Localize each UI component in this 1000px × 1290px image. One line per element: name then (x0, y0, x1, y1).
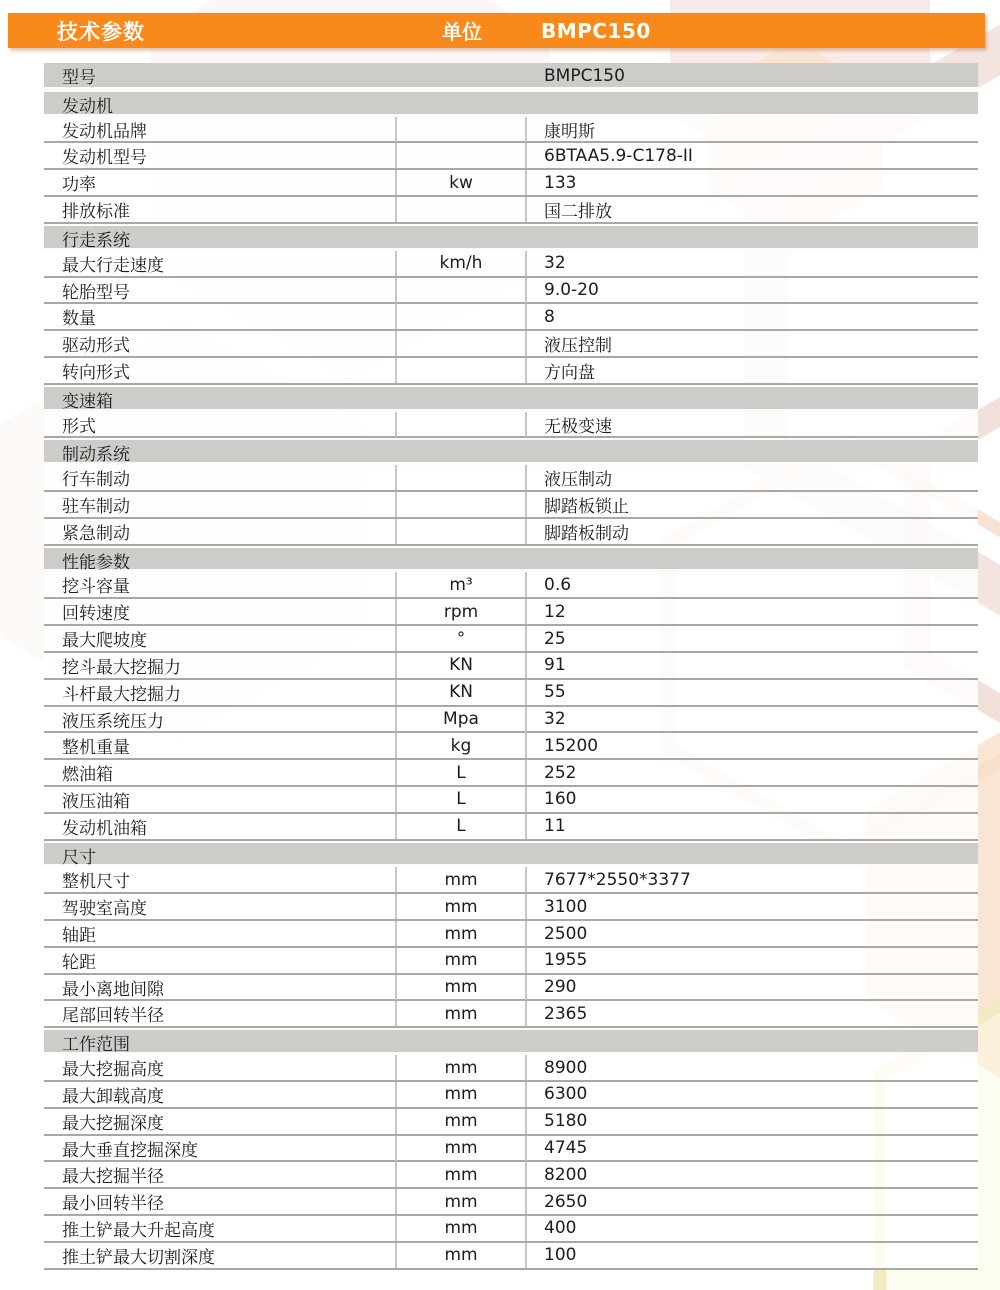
param-unit: KN (397, 680, 527, 705)
spec-row (44, 465, 978, 492)
param-unit (397, 143, 527, 168)
param-value: 无极变速 (544, 416, 612, 437)
section-label: 性能参数 (62, 552, 130, 573)
spec-row (44, 251, 978, 278)
param-unit: L (397, 787, 527, 812)
section-row (44, 841, 978, 868)
spec-row (44, 760, 978, 787)
param-value: 91 (544, 655, 566, 676)
param-unit: mm (397, 1243, 527, 1268)
param-label: 型号 (62, 68, 96, 88)
param-unit (397, 304, 527, 329)
param-value: 脚踏板制动 (544, 523, 629, 544)
spec-row (44, 197, 978, 224)
spec-row (44, 894, 978, 921)
param-value: 液压控制 (544, 336, 612, 357)
param-value: 160 (544, 789, 577, 810)
spec-row (44, 1216, 978, 1243)
param-label: 挖斗容量 (44, 572, 397, 597)
param-unit (397, 197, 527, 222)
param-unit: mm (397, 1136, 527, 1161)
section-label: 制动系统 (62, 445, 130, 466)
spec-row (44, 787, 978, 814)
param-unit (397, 412, 527, 437)
spec-row (44, 170, 978, 197)
param-value: 32 (544, 709, 566, 729)
spec-row (44, 492, 978, 519)
param-unit: KN (397, 653, 527, 678)
param-label: 最小离地间隙 (44, 975, 397, 1000)
section-label: 行走系统 (62, 230, 130, 251)
param-label: 最大挖掘高度 (44, 1055, 397, 1080)
param-label: 数量 (44, 304, 397, 329)
spec-row (44, 331, 978, 358)
param-value: 32 (544, 253, 566, 274)
param-value: 12 (544, 601, 566, 622)
spec-row (44, 1001, 978, 1028)
spec-row (44, 867, 978, 894)
spec-row (44, 412, 978, 439)
param-value: 2365 (544, 1003, 588, 1024)
spec-row (44, 1136, 978, 1163)
param-value: 8 (544, 306, 555, 327)
param-unit: ° (397, 626, 527, 651)
spec-row (44, 1162, 978, 1189)
spec-row (44, 1055, 978, 1082)
param-value: 康明斯 (544, 121, 595, 142)
param-label: 发动机型号 (44, 143, 397, 168)
param-value: 6300 (544, 1084, 588, 1105)
spec-row (44, 304, 978, 331)
spec-row (44, 921, 978, 948)
param-unit: kg (397, 733, 527, 758)
param-label: 发动机油箱 (44, 814, 397, 839)
section-row (44, 546, 978, 573)
param-value: 290 (544, 977, 577, 998)
spec-row (44, 599, 978, 626)
param-unit: mm (397, 1162, 527, 1187)
param-unit: m³ (397, 572, 527, 597)
param-value: 6BTAA5.9-C178-II (544, 145, 693, 166)
param-unit (397, 358, 527, 383)
param-label: 最大挖掘深度 (44, 1109, 397, 1134)
param-label: 整机尺寸 (44, 867, 397, 892)
param-unit (397, 117, 527, 142)
param-label: 液压系统压力 (44, 707, 397, 732)
param-label: 转向形式 (44, 358, 397, 383)
section-row (44, 90, 978, 117)
spec-row (44, 143, 978, 170)
spec-row (44, 707, 978, 734)
param-label: 燃油箱 (44, 760, 397, 785)
param-unit: mm (397, 1082, 527, 1107)
param-value: 7677*2550*3377 (544, 869, 691, 890)
param-value: 4745 (544, 1138, 588, 1158)
param-value: 2500 (544, 923, 588, 944)
param-unit: mm (397, 948, 527, 973)
param-label: 形式 (44, 412, 397, 437)
param-value: 国二排放 (544, 202, 612, 223)
param-value: 液压制动 (544, 470, 612, 491)
param-label: 驻车制动 (44, 492, 397, 517)
param-value: 100 (544, 1245, 577, 1266)
param-label: 推土铲最大切割深度 (44, 1243, 397, 1268)
param-value: 1955 (544, 950, 588, 971)
param-unit: L (397, 760, 527, 785)
param-value: 5180 (544, 1111, 588, 1132)
spec-row (44, 358, 978, 385)
param-value: 133 (544, 172, 577, 193)
param-label: 行车制动 (44, 465, 397, 490)
param-value: 3100 (544, 896, 588, 917)
param-unit: mm (397, 1189, 527, 1214)
param-value: 2650 (544, 1191, 588, 1212)
param-label: 轴距 (44, 921, 397, 946)
spec-row (44, 1109, 978, 1136)
param-value: 400 (544, 1218, 577, 1239)
spec-row (44, 117, 978, 144)
param-unit: rpm (397, 599, 527, 624)
spec-row (44, 948, 978, 975)
param-value: 11 (544, 816, 566, 837)
param-unit (397, 331, 527, 356)
param-label: 斗杆最大挖掘力 (44, 680, 397, 705)
param-label: 紧急制动 (44, 519, 397, 544)
param-label: 功率 (44, 170, 397, 195)
param-value: 252 (544, 762, 577, 783)
section-row (44, 438, 978, 465)
spec-row (44, 1189, 978, 1216)
param-label: 轮胎型号 (44, 278, 397, 303)
param-unit (397, 465, 527, 490)
param-label: 最大挖掘半径 (44, 1162, 397, 1187)
param-value: 脚踏板锁止 (544, 497, 629, 517)
param-label: 驾驶室高度 (44, 894, 397, 919)
param-label: 最大爬坡度 (44, 626, 397, 651)
param-unit: mm (397, 867, 527, 892)
param-label: 驱动形式 (44, 331, 397, 356)
spec-row (44, 572, 978, 599)
param-unit: kw (397, 170, 527, 195)
spec-row (44, 519, 978, 546)
spec-row (44, 278, 978, 305)
param-unit: km/h (397, 251, 527, 276)
param-unit: mm (397, 975, 527, 1000)
param-value: 9.0-20 (544, 280, 599, 300)
spec-table-header (8, 13, 985, 48)
param-value: 方向盘 (544, 362, 595, 383)
spec-row (44, 1243, 978, 1270)
param-label: 挖斗最大挖掘力 (44, 653, 397, 678)
param-unit: mm (397, 894, 527, 919)
section-label: 变速箱 (62, 391, 113, 412)
model-column-header: BMPC150 (541, 18, 651, 43)
spec-row (44, 626, 978, 653)
spec-row (44, 733, 978, 760)
spec-row (44, 814, 978, 841)
section-row (44, 224, 978, 251)
param-unit: mm (397, 1001, 527, 1026)
spec-row (44, 975, 978, 1002)
section-row (44, 385, 978, 412)
param-unit: mm (397, 921, 527, 946)
param-label: 整机重量 (44, 733, 397, 758)
param-label: 最小回转半径 (44, 1189, 397, 1214)
spec-row (44, 1082, 978, 1109)
spec-row (44, 680, 978, 707)
param-value: BMPC150 (544, 65, 625, 86)
param-value: 0.6 (544, 574, 572, 595)
param-label: 尾部回转半径 (44, 1001, 397, 1026)
model-row (44, 63, 978, 90)
param-label: 发动机品牌 (44, 117, 397, 142)
param-unit (397, 492, 527, 517)
param-label: 排放标准 (44, 197, 397, 222)
param-label: 推土铲最大升起高度 (44, 1216, 397, 1241)
param-value: 25 (544, 628, 566, 649)
section-label: 工作范围 (62, 1035, 130, 1056)
section-label: 发动机 (62, 96, 113, 117)
param-unit: mm (397, 1216, 527, 1241)
section-row (44, 1028, 978, 1055)
param-label: 液压油箱 (44, 787, 397, 812)
param-unit: Mpa (397, 707, 527, 732)
param-label: 最大卸载高度 (44, 1082, 397, 1107)
param-label: 最大行走速度 (44, 251, 397, 276)
param-value: 15200 (544, 735, 599, 756)
param-unit: mm (397, 1109, 527, 1134)
page-title: 技术参数 (57, 19, 145, 44)
param-unit (397, 63, 527, 88)
param-unit: mm (397, 1055, 527, 1080)
spec-row (44, 653, 978, 680)
unit-column-header: 单位 (442, 20, 482, 44)
param-value: 8200 (544, 1164, 588, 1185)
param-value: 55 (544, 682, 566, 703)
param-unit (397, 278, 527, 303)
param-label: 最大垂直挖掘深度 (44, 1136, 397, 1161)
param-unit: L (397, 814, 527, 839)
param-value: 8900 (544, 1057, 588, 1078)
param-label: 轮距 (44, 948, 397, 973)
section-label: 尺寸 (62, 847, 96, 868)
spec-table (44, 63, 978, 1270)
param-label: 回转速度 (44, 599, 397, 624)
param-unit (397, 519, 527, 544)
